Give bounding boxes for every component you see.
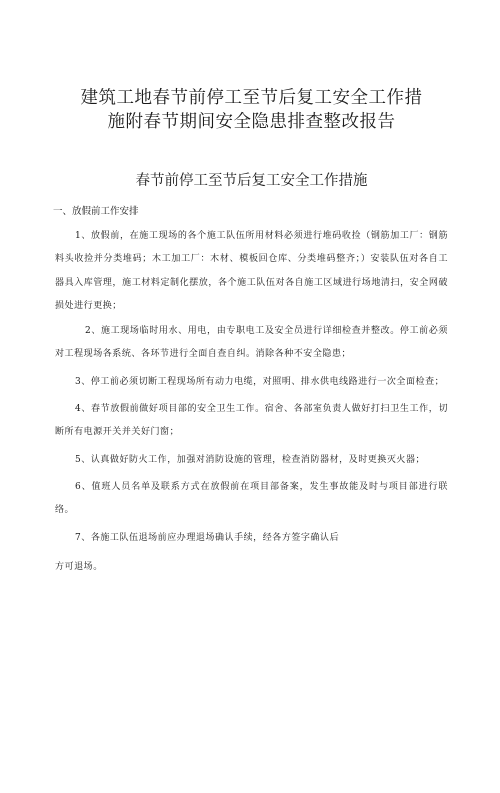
paragraph-6: 6、值班人员名单及联系方式在放假前在项目部备案，发生事故能及时与项目部进行联络。 <box>55 481 448 516</box>
paragraph-5: 5、认真做好防火工作，加强对消防设施的管理，检查消防器材，及时更换灭火器； <box>75 454 426 465</box>
sub-heading: 一、放假前工作安排 <box>53 206 139 217</box>
paragraph-4: 4、春节放假前做好项目部的安全卫生工作。宿舍、各部室负责人做好打扫卫生工作，切断所有电源开关并关好门窗； <box>55 404 448 438</box>
paragraph-7: 7、各施工队伍退场前应办理退场确认手续，经各方签字确认后 <box>75 532 340 543</box>
document-page <box>0 86 500 793</box>
paragraph-2: 2、施工现场临时用水、用电，由专职电工及安全员进行详细检查并整改。停工前必须对工程现场各系统、各环节进行全面自查自纠。消除各种不安全隐患； <box>55 326 448 360</box>
paragraph-1: 1、放假前，在施工现场的各个施工队伍所用材料必须进行堆码收捡（钢筋加工厂：钢筋料头收捡并分类堆码；木工加工厂：木材、模板回仓库、分类堆码整齐；）安装队伍对各自工器具入库管理，施工材料定制化摆放，各个施工队伍对各自施工区域进行场地清扫，安全网破损处进行更换； <box>55 231 448 311</box>
document-title-line-1: 建筑工地春节前停工至节后复工安全工作措 <box>80 88 423 108</box>
section-title: 春节前停工至节后复工安全工作措施 <box>135 173 368 189</box>
document-title-line-2: 施附春节期间安全隐患排查整改报告 <box>107 112 396 132</box>
document-title <box>55 86 448 134</box>
paragraph-tail: 方可退场。 <box>55 561 103 572</box>
paragraph-3: 3、停工前必须切断工程现场所有动力电缆，对照明、排水供电线路进行一次全面检查； <box>75 376 445 387</box>
